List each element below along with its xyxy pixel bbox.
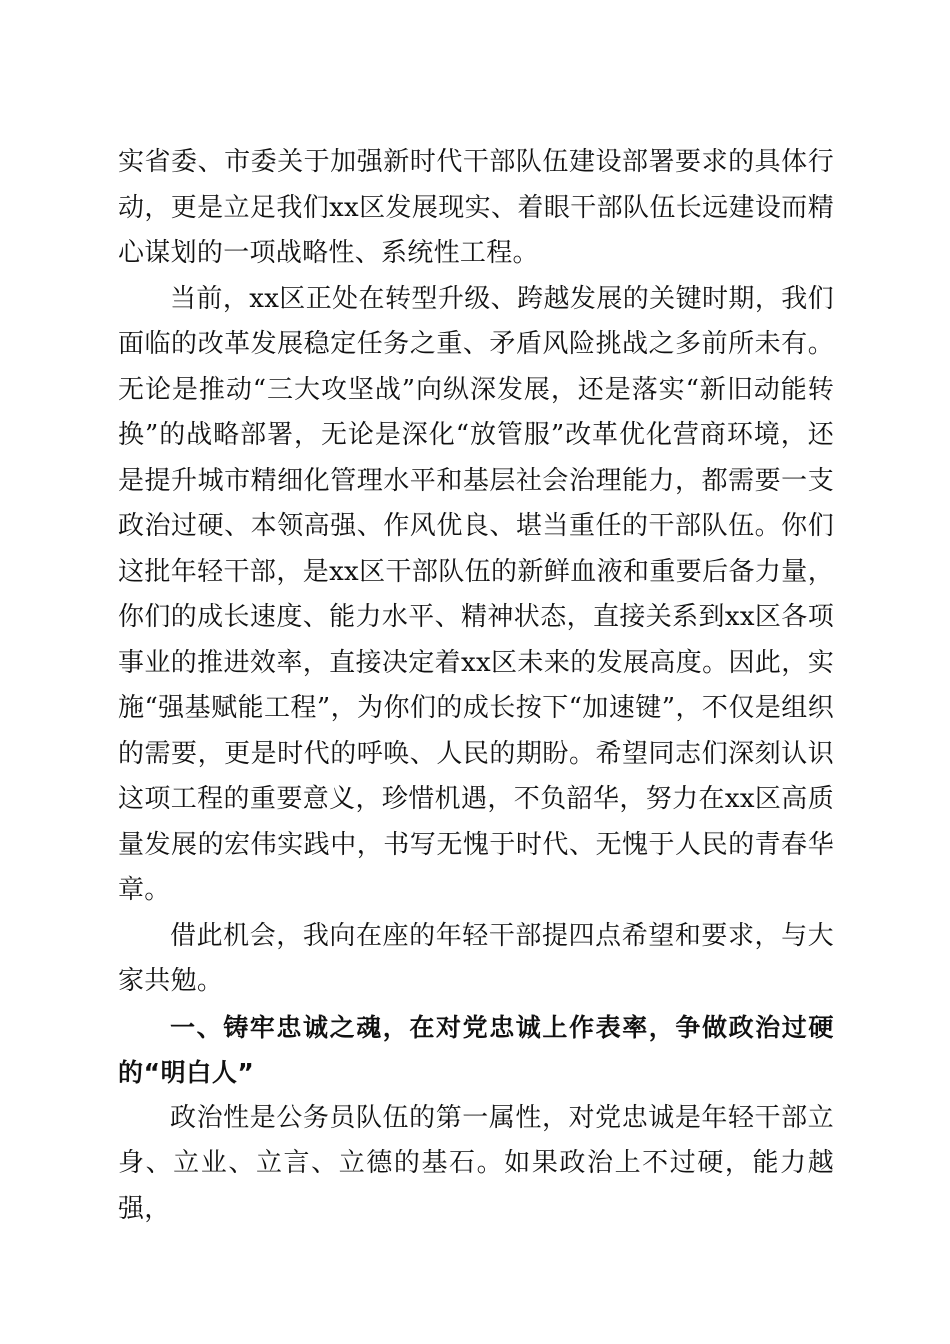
paragraph-continuation: 实省委、市委关于加强新时代干部队伍建设部署要求的具体行动，更是立足我们xx区发展现实、着眼干部队伍长远建设而精心谋划的一项战略性、系统性工程。 xyxy=(118,147,834,268)
paragraph-current-situation: 当前，xx区正处在转型升级、跨越发展的关键时期，我们面临的改革发展稳定任务之重、矛盾风险挑战之多前所未有。无论是推动“三大攻坚战”向纵深发展，还是落实“新旧动能转换”的战略部署，无论是深化“放管服”改革优化营商环境，还是提升城市精细化管理水平和基层社会治理能力，都需要一支政治过硬、本领高强、作风优良、堪当重任的干部队伍。你们这批年轻干部，是xx区干部队伍的新鲜血液和重要后备力量，你们的成长速度、能力水平、精神状态，直接关系到xx区各项事业的推进效率，直接决定着xx区未来的发展高度。因此，实施“强基赋能工程”，为你们的成长按下“加速键”，不仅是组织的需要，更是时代的呼唤、人民的期盼。希望同志们深刻认识这项工程的重要意义，珍惜机遇，不负韶华，努力在xx区高质量发展的宏伟实践中，书写无愧于时代、无愧于人民的青春华章。 xyxy=(118,283,834,905)
paragraph-political: 政治性是公务员队伍的第一属性，对党忠诚是年轻干部立身、立业、立言、立德的基石。如果政治上不过硬，能力越强， xyxy=(118,1102,834,1224)
document-body xyxy=(118,140,834,1232)
paragraph-opportunity: 借此机会，我向在座的年轻干部提四点希望和要求，与大家共勉。 xyxy=(118,920,834,996)
section-heading-1: 一、铸牢忠诚之魂，在对党忠诚上作表率，争做政治过硬的“明白人” xyxy=(118,1012,834,1087)
